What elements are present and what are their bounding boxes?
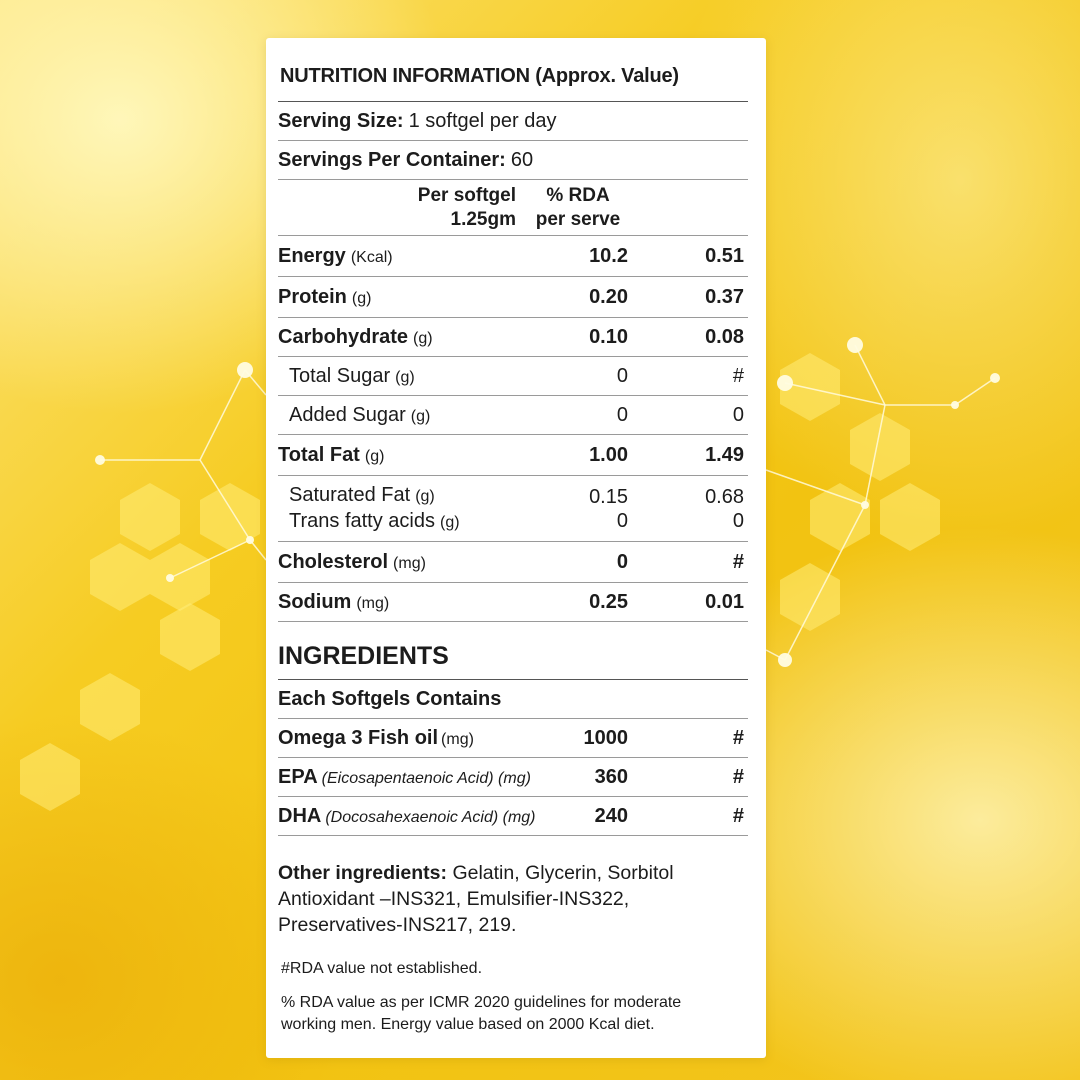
ingredient-rda: # (732, 765, 744, 788)
nutrition-column-headers (278, 180, 748, 236)
nutrient-per-value: 0.20 (589, 285, 628, 308)
nutrient-row-carbohydrate (278, 318, 748, 357)
rda-not-established-note: #RDA value not established. (281, 960, 483, 977)
ingredient-amount: 240 (594, 804, 628, 827)
ingredients-subtitle-row (278, 680, 748, 719)
nutrient-rda-value: 0.37 (705, 285, 744, 308)
ingredient-row-omega3 (278, 719, 748, 758)
nutrient-unit: (mg) (393, 554, 426, 572)
rda-basis-note-line1: % RDA value as per ICMR 2020 guidelines for moderate (281, 994, 682, 1011)
ingredient-name: Omega 3 Fish oil (278, 726, 439, 749)
nutrient-unit: (g) (413, 329, 433, 347)
nutrient-name: Energy (278, 244, 346, 267)
nutrient-per-value: 10.2 (589, 244, 628, 267)
nutrient-rda-value: 0.01 (705, 590, 744, 613)
nutrient-rda-value: 0 (732, 403, 744, 426)
nutrient-row-total-sugar (278, 357, 748, 396)
per-softgel-header-line2: 1.25gm (450, 208, 516, 230)
nutrient-row-total-fat (278, 435, 748, 476)
nutrient-name: Added Sugar (289, 403, 406, 426)
ingredient-unit: (mg) (441, 730, 474, 748)
nutrient-unit: (g) (351, 289, 372, 307)
nutrient-per-value: 0 (616, 509, 628, 532)
nutrient-per-value: 0.10 (589, 325, 628, 348)
nutrient-name: Protein (278, 285, 347, 308)
nutrient-rda-value: 0 (732, 509, 744, 532)
nutrient-rda-value: # (732, 364, 744, 387)
servings-per-container-row (278, 141, 748, 180)
ingredients-heading-text: INGREDIENTS (278, 642, 449, 670)
other-ingredients-line1: Gelatin, Glycerin, Sorbitol (452, 862, 674, 884)
ingredient-rda: # (732, 804, 744, 827)
nutrient-name: Total Fat (278, 443, 360, 466)
ingredient-row-epa (278, 758, 748, 797)
serving-size-label: Serving Size: (278, 109, 404, 132)
other-ingredients-label: Other ingredients: (278, 862, 448, 884)
ingredient-rda: # (732, 726, 744, 749)
nutrient-unit: (g) (364, 447, 385, 465)
nutrient-rda-value: 1.49 (705, 443, 744, 466)
nutrient-row-protein (278, 277, 748, 318)
ingredients-heading (278, 622, 748, 680)
nutrient-rda-value: # (732, 550, 744, 573)
nutrient-rda-value: 0.68 (705, 485, 744, 508)
ingredient-name: EPA (278, 765, 318, 788)
nutrient-rda-value: 0.51 (705, 244, 744, 267)
per-softgel-header (278, 184, 518, 232)
other-ingredients-line2: Antioxidant –INS321, Emulsifier-INS322, (278, 888, 630, 910)
other-ingredients (278, 860, 748, 938)
rda-basis-note (278, 992, 748, 1036)
nutrient-unit: (g) (439, 513, 460, 531)
nutrient-unit: (g) (415, 487, 435, 505)
nutrient-row-cholesterol (278, 542, 748, 583)
nutrient-row-added-sugar (278, 396, 748, 435)
nutrient-name: Carbohydrate (278, 325, 409, 348)
rda-header-line2: per serve (535, 208, 621, 230)
nutrient-per-value: 0 (616, 364, 628, 387)
rda-basis-note-line2: working men. Energy value based on 2000 Kcal diet. (281, 1016, 655, 1033)
nutrient-row-fats-detail (278, 476, 748, 542)
servings-per-container-label: Servings Per Container: (278, 148, 506, 171)
ingredient-row-dha (278, 797, 748, 836)
ingredient-detail: (Eicosapentaenoic Acid) (mg) (321, 769, 531, 787)
ingredient-amount: 1000 (583, 726, 628, 749)
nutrition-title-row (278, 52, 748, 102)
nutrient-unit: (g) (395, 368, 415, 386)
rda-header (518, 184, 632, 232)
other-ingredients-line3: Preservatives-INS217, 219. (278, 914, 517, 936)
ingredients-subtitle: Each Softgels Contains (278, 687, 502, 710)
nutrition-title: NUTRITION INFORMATION (Approx. Value) (280, 65, 679, 87)
nutrient-name: Total Sugar (289, 364, 391, 387)
ingredient-detail: (Docosahexaenoic Acid) (mg) (325, 808, 536, 826)
nutrient-unit: (Kcal) (350, 248, 393, 266)
nutrition-label-panel (266, 38, 766, 1058)
nutrient-per-value: 0 (616, 550, 628, 573)
nutrient-unit: (g) (410, 407, 431, 425)
nutrient-per-value: 0 (616, 403, 628, 426)
nutrient-row-sodium (278, 583, 748, 622)
rda-header-line1: % RDA (546, 184, 610, 206)
serving-size-value: 1 softgel per day (408, 109, 557, 132)
nutrient-per-value: 0.25 (589, 590, 628, 613)
nutrient-per-value: 1.00 (589, 443, 628, 466)
serving-size-row (278, 102, 748, 141)
ingredient-amount: 360 (594, 765, 628, 788)
nutrient-name: Sodium (278, 590, 352, 613)
nutrient-per-value: 0.15 (589, 485, 628, 508)
per-softgel-header-line1: Per softgel (417, 184, 516, 206)
ingredient-name: DHA (278, 804, 322, 827)
servings-per-container-value: 60 (510, 148, 534, 171)
nutrient-unit: (mg) (356, 594, 390, 612)
nutrient-row-energy (278, 236, 748, 277)
nutrient-name: Trans fatty acids (289, 509, 435, 532)
nutrient-name: Saturated Fat (289, 483, 411, 506)
nutrient-name: Cholesterol (278, 550, 389, 573)
nutrient-rda-value: 0.08 (705, 325, 744, 348)
